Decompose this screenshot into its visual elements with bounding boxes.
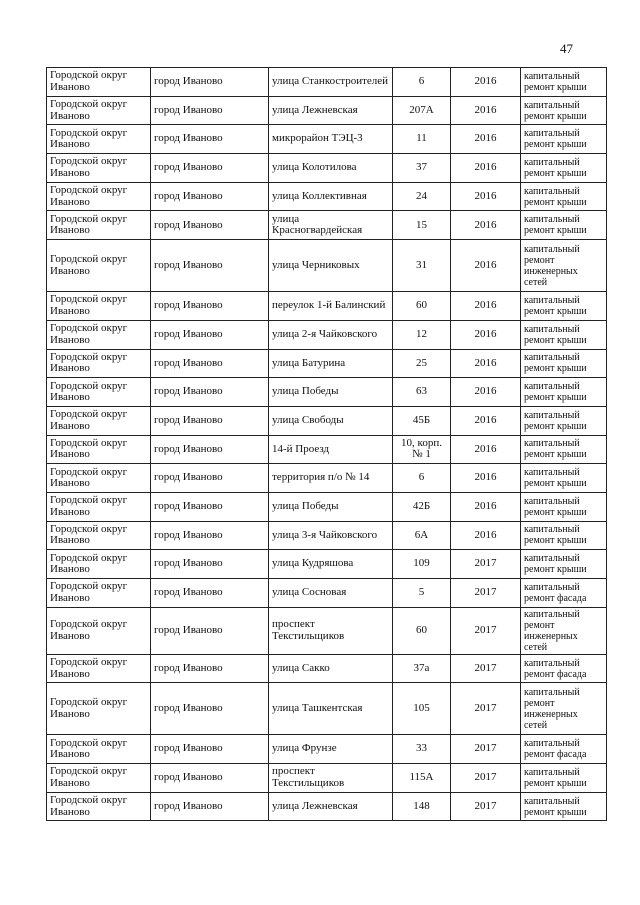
work-type-cell: капитальный ремонт крыши xyxy=(521,492,607,521)
municipality-cell: Городской округ Иваново xyxy=(47,240,151,292)
table-row xyxy=(47,435,607,464)
table-row xyxy=(47,406,607,435)
work-type-cell: капитальный ремонт крыши xyxy=(521,182,607,211)
municipality-cell: Городской округ Иваново xyxy=(47,406,151,435)
city-cell: город Иваново xyxy=(151,764,269,793)
house-number-cell: 6 xyxy=(393,464,451,493)
street-cell: улица Победы xyxy=(269,378,393,407)
work-type-cell: капитальный ремонт крыши xyxy=(521,96,607,125)
work-type-cell: капитальный ремонт фасада xyxy=(521,654,607,683)
house-number-cell: 63 xyxy=(393,378,451,407)
work-type-cell: капитальный ремонт инженерных сетей xyxy=(521,683,607,735)
page-number: 47 xyxy=(560,41,573,56)
municipality-cell: Городской округ Иваново xyxy=(47,125,151,154)
table-row xyxy=(47,492,607,521)
work-type-cell: капитальный ремонт крыши xyxy=(521,378,607,407)
municipality-cell: Городской округ Иваново xyxy=(47,521,151,550)
work-type-cell: капитальный ремонт инженерных сетей xyxy=(521,240,607,292)
street-cell: улица Красногвардейская xyxy=(269,211,393,240)
city-cell: город Иваново xyxy=(151,521,269,550)
house-number-cell: 24 xyxy=(393,182,451,211)
street-cell: улица Свободы xyxy=(269,406,393,435)
table-row xyxy=(47,211,607,240)
house-number-cell: 105 xyxy=(393,683,451,735)
table-row xyxy=(47,550,607,579)
municipality-cell: Городской округ Иваново xyxy=(47,68,151,97)
street-cell: улица 2-я Чайковского xyxy=(269,320,393,349)
city-cell: город Иваново xyxy=(151,292,269,321)
house-number-cell: 148 xyxy=(393,792,451,821)
street-cell: улица Лежневская xyxy=(269,96,393,125)
street-cell: территория п/о № 14 xyxy=(269,464,393,493)
city-cell: город Иваново xyxy=(151,464,269,493)
house-number-cell: 37а xyxy=(393,654,451,683)
house-number-cell: 33 xyxy=(393,735,451,764)
street-cell: улица Колотилова xyxy=(269,154,393,183)
street-cell: проспект Текстильщиков xyxy=(269,764,393,793)
work-type-cell: капитальный ремонт крыши xyxy=(521,292,607,321)
municipality-cell: Городской округ Иваново xyxy=(47,683,151,735)
table-row xyxy=(47,96,607,125)
year-cell: 2016 xyxy=(451,240,521,292)
house-number-cell: 31 xyxy=(393,240,451,292)
year-cell: 2017 xyxy=(451,654,521,683)
year-cell: 2016 xyxy=(451,154,521,183)
work-type-cell: капитальный ремонт крыши xyxy=(521,211,607,240)
work-type-cell: капитальный ремонт инженерных сетей xyxy=(521,607,607,654)
table-row xyxy=(47,292,607,321)
table-row xyxy=(47,464,607,493)
year-cell: 2017 xyxy=(451,683,521,735)
street-cell: улица Кудряшова xyxy=(269,550,393,579)
house-number-cell: 25 xyxy=(393,349,451,378)
municipality-cell: Городской округ Иваново xyxy=(47,182,151,211)
work-type-cell: капитальный ремонт крыши xyxy=(521,550,607,579)
house-number-cell: 60 xyxy=(393,292,451,321)
work-type-cell: капитальный ремонт крыши xyxy=(521,406,607,435)
city-cell: город Иваново xyxy=(151,654,269,683)
table-row xyxy=(47,654,607,683)
city-cell: город Иваново xyxy=(151,240,269,292)
city-cell: город Иваново xyxy=(151,792,269,821)
year-cell: 2016 xyxy=(451,125,521,154)
table-row xyxy=(47,735,607,764)
city-cell: город Иваново xyxy=(151,735,269,764)
city-cell: город Иваново xyxy=(151,154,269,183)
house-number-cell: 207А xyxy=(393,96,451,125)
table-row xyxy=(47,154,607,183)
table-row xyxy=(47,521,607,550)
municipality-cell: Городской округ Иваново xyxy=(47,550,151,579)
city-cell: город Иваново xyxy=(151,406,269,435)
municipality-cell: Городской округ Иваново xyxy=(47,492,151,521)
city-cell: город Иваново xyxy=(151,683,269,735)
street-cell: улица Черниковых xyxy=(269,240,393,292)
street-cell: улица Фрунзе xyxy=(269,735,393,764)
year-cell: 2016 xyxy=(451,492,521,521)
table-row xyxy=(47,68,607,97)
city-cell: город Иваново xyxy=(151,349,269,378)
city-cell: город Иваново xyxy=(151,435,269,464)
work-type-cell: капитальный ремонт крыши xyxy=(521,320,607,349)
table-row xyxy=(47,792,607,821)
house-number-cell: 12 xyxy=(393,320,451,349)
year-cell: 2016 xyxy=(451,521,521,550)
work-type-cell: капитальный ремонт крыши xyxy=(521,521,607,550)
work-type-cell: капитальный ремонт фасада xyxy=(521,735,607,764)
street-cell: 14-й Проезд xyxy=(269,435,393,464)
street-cell: улица Ташкентская xyxy=(269,683,393,735)
municipality-cell: Городской округ Иваново xyxy=(47,320,151,349)
municipality-cell: Городской округ Иваново xyxy=(47,96,151,125)
city-cell: город Иваново xyxy=(151,378,269,407)
house-number-cell: 109 xyxy=(393,550,451,579)
street-cell: улица Батурина xyxy=(269,349,393,378)
year-cell: 2017 xyxy=(451,579,521,608)
municipality-cell: Городской округ Иваново xyxy=(47,607,151,654)
street-cell: улица Сакко xyxy=(269,654,393,683)
table-row xyxy=(47,764,607,793)
year-cell: 2016 xyxy=(451,96,521,125)
municipality-cell: Городской округ Иваново xyxy=(47,792,151,821)
city-cell: город Иваново xyxy=(151,579,269,608)
work-type-cell: капитальный ремонт крыши xyxy=(521,154,607,183)
municipality-cell: Городской округ Иваново xyxy=(47,764,151,793)
municipality-cell: Городской округ Иваново xyxy=(47,378,151,407)
house-number-cell: 37 xyxy=(393,154,451,183)
work-type-cell: капитальный ремонт крыши xyxy=(521,464,607,493)
city-cell: город Иваново xyxy=(151,492,269,521)
work-type-cell: капитальный ремонт крыши xyxy=(521,68,607,97)
house-number-cell: 10, корп. № 1 xyxy=(393,435,451,464)
table-row xyxy=(47,125,607,154)
house-number-cell: 115А xyxy=(393,764,451,793)
table-row xyxy=(47,320,607,349)
year-cell: 2017 xyxy=(451,550,521,579)
table-row xyxy=(47,683,607,735)
house-number-cell: 11 xyxy=(393,125,451,154)
city-cell: город Иваново xyxy=(151,68,269,97)
street-cell: улица Лежневская xyxy=(269,792,393,821)
house-number-cell: 6 xyxy=(393,68,451,97)
work-type-cell: капитальный ремонт крыши xyxy=(521,435,607,464)
year-cell: 2016 xyxy=(451,378,521,407)
municipality-cell: Городской округ Иваново xyxy=(47,349,151,378)
city-cell: город Иваново xyxy=(151,211,269,240)
work-type-cell: капитальный ремонт фасада xyxy=(521,579,607,608)
city-cell: город Иваново xyxy=(151,607,269,654)
municipality-cell: Городской округ Иваново xyxy=(47,464,151,493)
municipality-cell: Городской округ Иваново xyxy=(47,579,151,608)
year-cell: 2016 xyxy=(451,182,521,211)
city-cell: город Иваново xyxy=(151,550,269,579)
city-cell: город Иваново xyxy=(151,320,269,349)
house-number-cell: 6А xyxy=(393,521,451,550)
table-row xyxy=(47,182,607,211)
year-cell: 2016 xyxy=(451,406,521,435)
table-row xyxy=(47,349,607,378)
year-cell: 2017 xyxy=(451,792,521,821)
municipality-cell: Городской округ Иваново xyxy=(47,154,151,183)
year-cell: 2016 xyxy=(451,349,521,378)
street-cell: улица Сосновая xyxy=(269,579,393,608)
house-number-cell: 60 xyxy=(393,607,451,654)
house-number-cell: 45Б xyxy=(393,406,451,435)
work-type-cell: капитальный ремонт крыши xyxy=(521,764,607,793)
year-cell: 2017 xyxy=(451,607,521,654)
street-cell: улица Станкостроителей xyxy=(269,68,393,97)
table-row xyxy=(47,378,607,407)
street-cell: проспект Текстильщиков xyxy=(269,607,393,654)
table-row xyxy=(47,607,607,654)
street-cell: улица 3-я Чайковского xyxy=(269,521,393,550)
year-cell: 2017 xyxy=(451,735,521,764)
house-number-cell: 5 xyxy=(393,579,451,608)
table-row xyxy=(47,240,607,292)
housing-repair-table xyxy=(46,67,607,821)
year-cell: 2016 xyxy=(451,320,521,349)
work-type-cell: капитальный ремонт крыши xyxy=(521,349,607,378)
year-cell: 2016 xyxy=(451,292,521,321)
city-cell: город Иваново xyxy=(151,96,269,125)
table-row xyxy=(47,579,607,608)
street-cell: микрорайон ТЭЦ-3 xyxy=(269,125,393,154)
house-number-cell: 15 xyxy=(393,211,451,240)
street-cell: улица Коллективная xyxy=(269,182,393,211)
table-body xyxy=(47,68,607,821)
house-number-cell: 42Б xyxy=(393,492,451,521)
city-cell: город Иваново xyxy=(151,182,269,211)
municipality-cell: Городской округ Иваново xyxy=(47,654,151,683)
street-cell: переулок 1-й Балинский xyxy=(269,292,393,321)
city-cell: город Иваново xyxy=(151,125,269,154)
year-cell: 2017 xyxy=(451,764,521,793)
street-cell: улица Победы xyxy=(269,492,393,521)
municipality-cell: Городской округ Иваново xyxy=(47,211,151,240)
municipality-cell: Городской округ Иваново xyxy=(47,292,151,321)
year-cell: 2016 xyxy=(451,464,521,493)
municipality-cell: Городской округ Иваново xyxy=(47,735,151,764)
year-cell: 2016 xyxy=(451,435,521,464)
work-type-cell: капитальный ремонт крыши xyxy=(521,125,607,154)
year-cell: 2016 xyxy=(451,211,521,240)
year-cell: 2016 xyxy=(451,68,521,97)
municipality-cell: Городской округ Иваново xyxy=(47,435,151,464)
work-type-cell: капитальный ремонт крыши xyxy=(521,792,607,821)
